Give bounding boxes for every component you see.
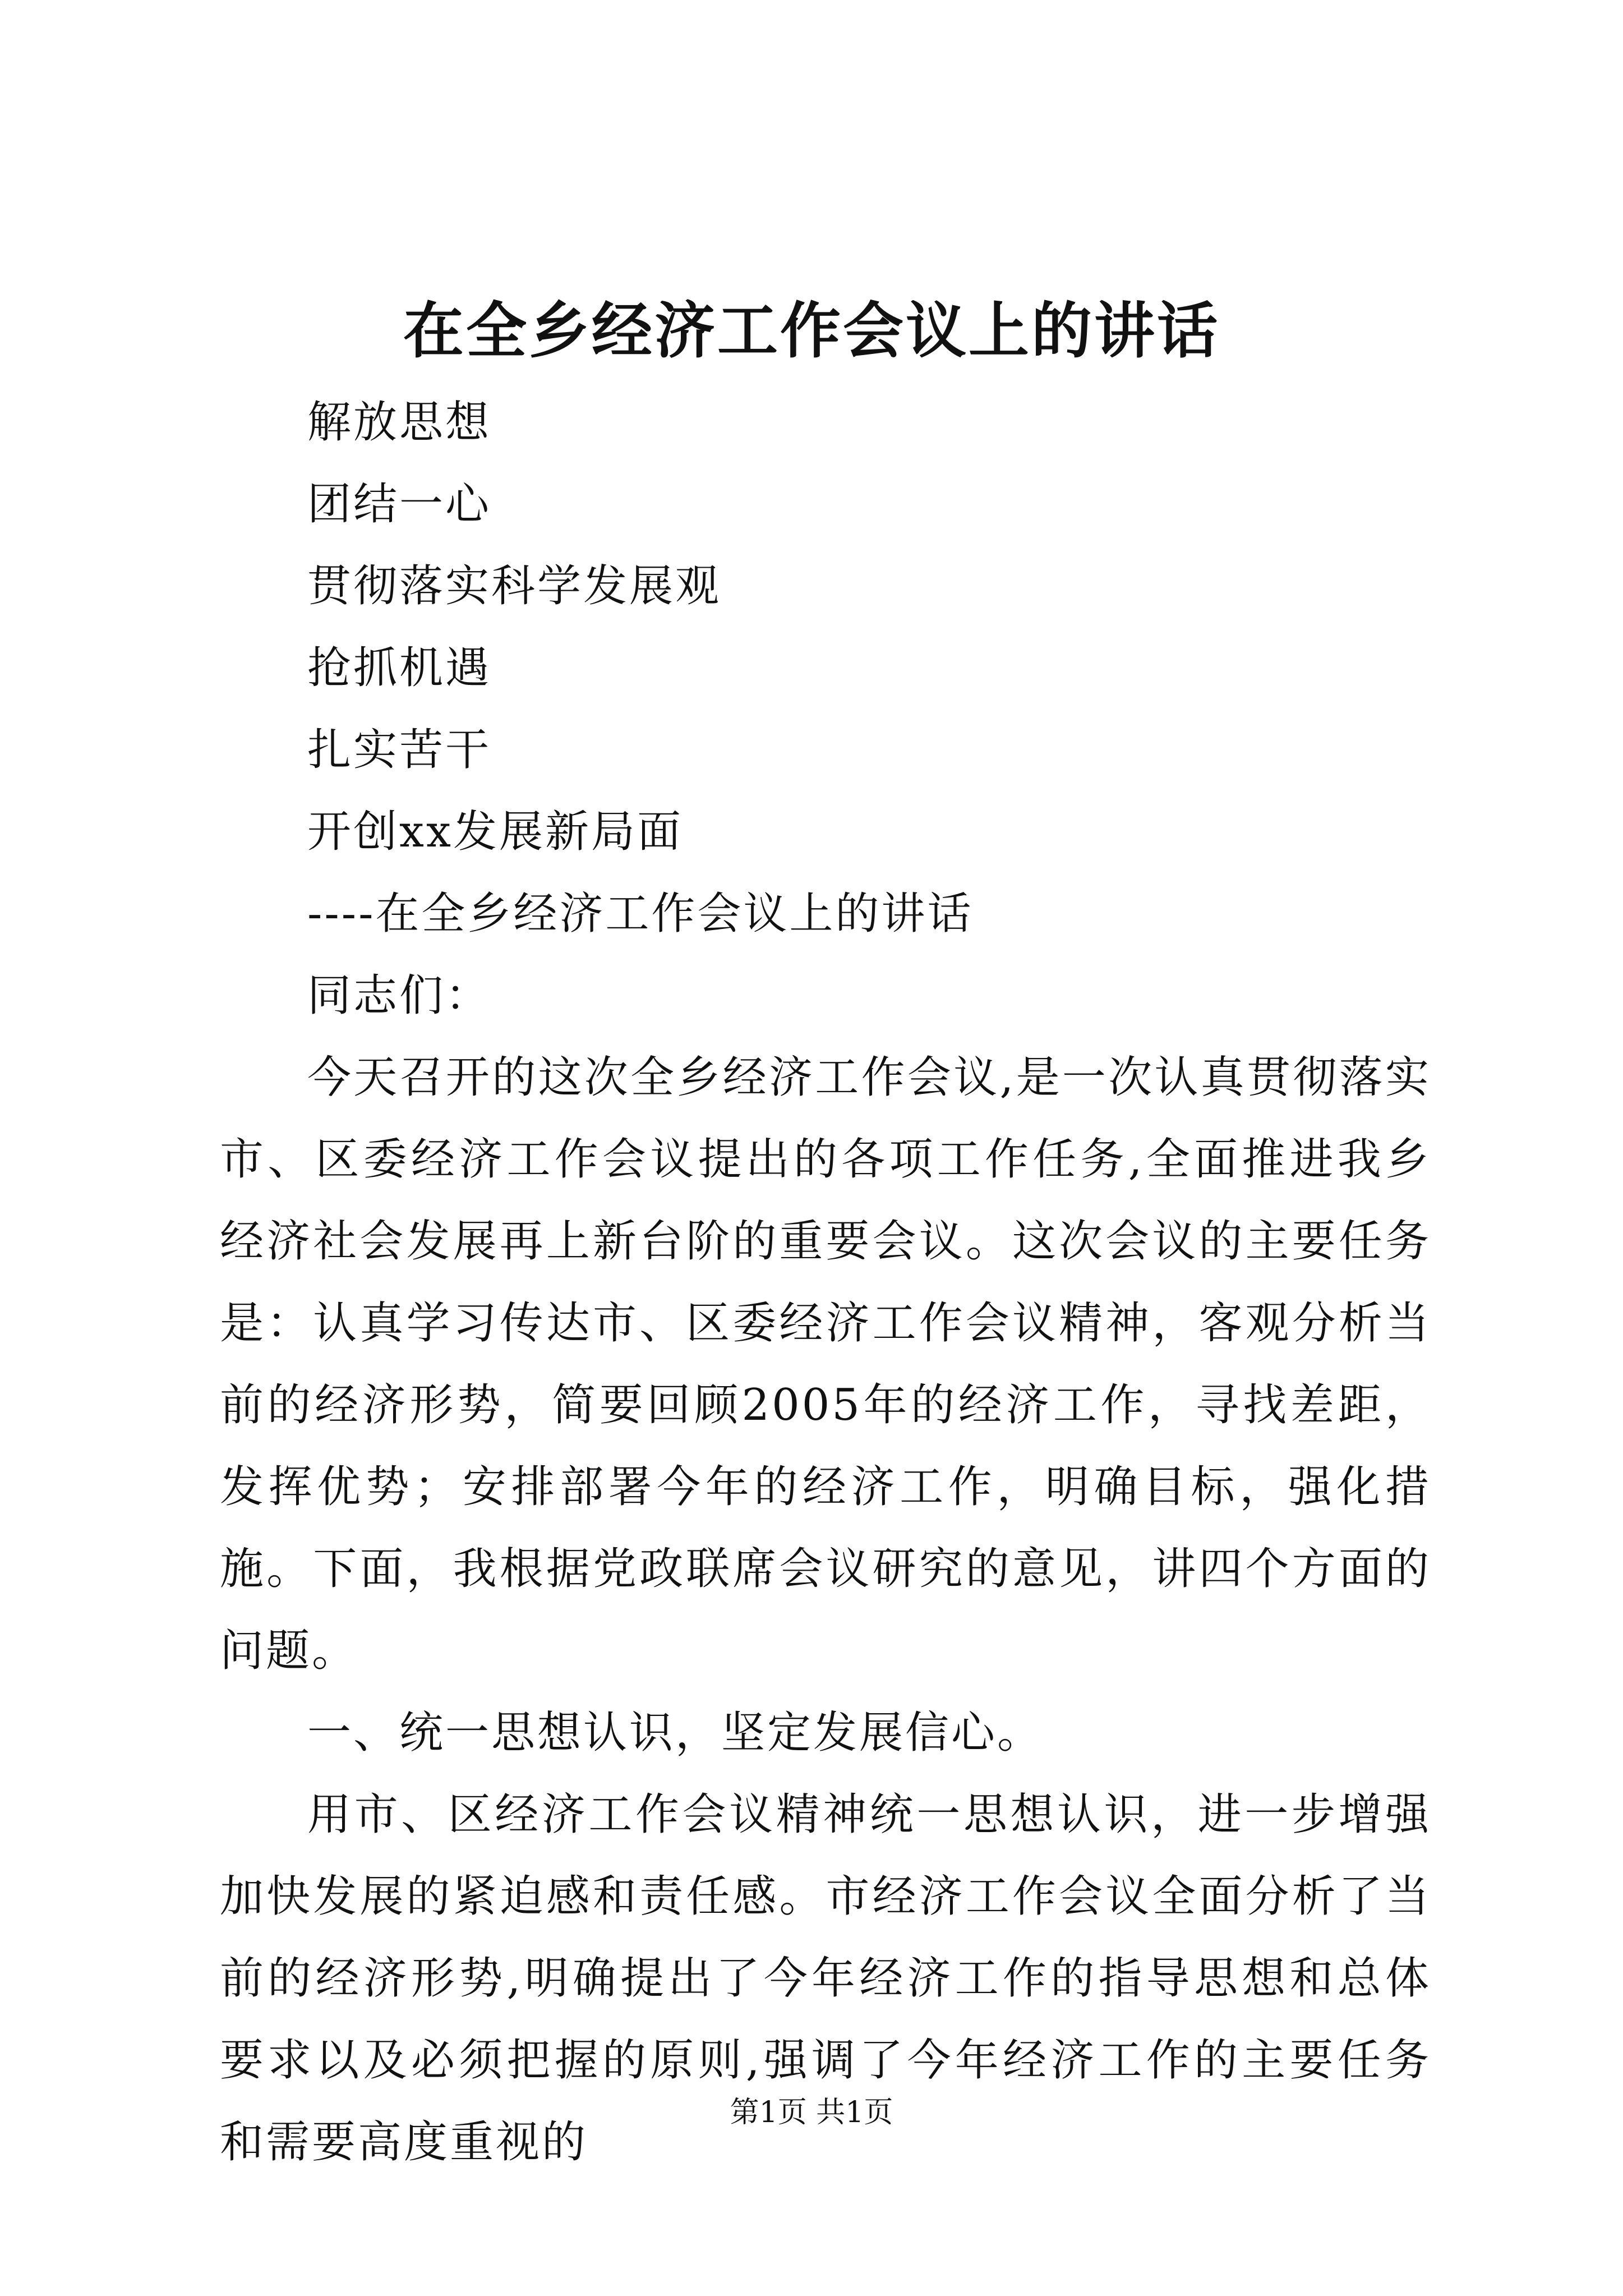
document-title: 在全乡经济工作会议上的讲话 [403, 296, 1220, 366]
body-paragraph: 用市、区经济工作会议精神统一思想认识，进一步增强加快发展的紧迫感和责任感。市经济工作会议全面分析了当前的经济形势,明确提出了今年经济工作的指导思想和总体要求以及必须把握的原则,强调了今年经济工作的主要任务和需要高度重视的 [220, 1789, 1431, 2168]
motto-line: 扎实苦干 [307, 725, 492, 775]
motto-line: 开创xx发展新局面 [307, 807, 683, 857]
motto-line: 抢抓机遇 [307, 643, 492, 693]
section-heading: 一、统一思想认识，坚定发展信心。 [307, 1708, 1044, 1758]
body-paragraph: 今天召开的这次全乡经济工作会议,是一次认真贯彻落实市、区委经济工作会议提出的各项工作任务,全面推进我乡经济社会发展再上新台阶的重要会议。这次会议的主要任务是：认真学习传达市、区委经济工作会议精神，客观分析当前的经济形势，简要回顾2005年的经济工作，寻找差距，发挥优势；安排部署今年的经济工作，明确目标，强化措施。下面，我根据党政联席会议研究的意见，讲四个方面的问题。 [220, 1052, 1431, 1676]
motto-list [307, 381, 973, 955]
page-footer: 第1页 共1页 [730, 2096, 893, 2129]
motto-line: 团结一心 [307, 479, 492, 530]
salutation: 同志们： [307, 970, 492, 1021]
body-text [220, 1037, 1431, 2183]
subtitle-line: ----在全乡经济工作会议上的讲话 [307, 889, 974, 939]
motto-line: 贯彻落实科学发展观 [307, 561, 722, 611]
motto-line: 解放思想 [307, 397, 492, 448]
